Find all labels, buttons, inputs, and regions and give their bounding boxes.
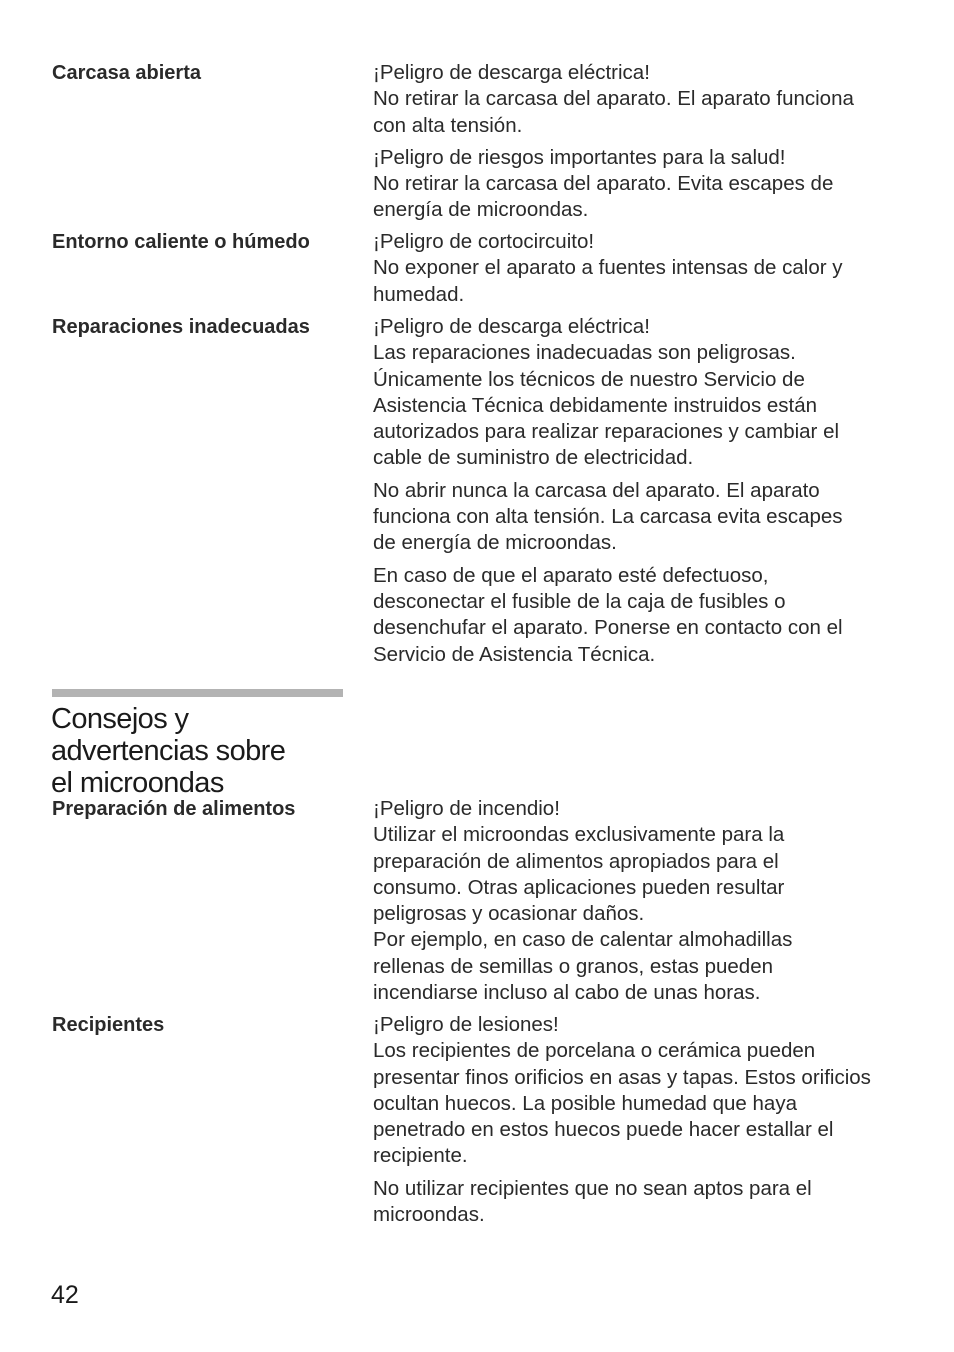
text-line: incendiarse incluso al cabo de unas horas. — [373, 981, 761, 1005]
text-line: ¡Peligro de incendio! — [373, 797, 560, 820]
text-line: Por ejemplo, en caso de calentar almohadillas — [373, 928, 793, 952]
text-line: ¡Peligro de lesiones! — [373, 1013, 559, 1036]
text-line: Utilizar el microondas exclusivamente para la — [373, 823, 785, 847]
entry-content — [373, 1012, 913, 1228]
text-line: energía de microondas. — [373, 198, 589, 222]
text-line: funciona con alta tensión. La carcasa evita escapes — [373, 505, 843, 529]
text-line: preparación de alimentos apropiados para el — [373, 849, 779, 873]
text-line: Únicamente los técnicos de nuestro Servicio de — [373, 367, 805, 391]
text-line: presentar finos orificios en asas y tapas. Estos orificios — [373, 1065, 871, 1089]
text-line: peligrosas y ocasionar daños. — [373, 902, 645, 926]
entry-content — [373, 796, 913, 1006]
text-line: ¡Peligro de descarga eléctrica! — [373, 61, 650, 84]
entry-label: Entorno caliente o húmedo — [52, 231, 310, 253]
text-line: ocultan huecos. La posible humedad que haya — [373, 1091, 797, 1115]
text-line: cable de suministro de electricidad. — [373, 446, 694, 470]
text-line: con alta tensión. — [373, 113, 523, 137]
section-heading — [51, 703, 351, 799]
text-line: Asistencia Técnica debidamente instruidos están — [373, 393, 818, 417]
paragraph — [373, 229, 913, 308]
page-number: 42 — [51, 1281, 79, 1309]
entry-content — [373, 314, 913, 668]
heading-line: advertencias sobre — [51, 735, 286, 767]
text-line: No exponer el aparato a fuentes intensas de calor y — [373, 256, 843, 280]
text-line: Las reparaciones inadecuadas son peligrosas. — [373, 341, 796, 365]
text-line: Los recipientes de porcelana o cerámica pueden — [373, 1039, 816, 1063]
text-line: Servicio de Asistencia Técnica. — [373, 642, 656, 666]
text-line: No retirar la carcasa del aparato. El aparato funciona — [373, 87, 854, 111]
text-line: rellenas de semillas o granos, estas pueden — [373, 954, 773, 978]
text-line: ¡Peligro de descarga eléctrica! — [373, 315, 650, 338]
paragraph — [373, 314, 913, 472]
text-line: autorizados para realizar reparaciones y cambiar el — [373, 420, 840, 444]
heading-line: Consejos y — [51, 703, 189, 735]
entry-label: Recipientes — [52, 1014, 165, 1036]
text-line: penetrado en estos huecos puede hacer estallar el — [373, 1118, 834, 1142]
heading-line: el microondas — [51, 767, 224, 799]
text-line: No abrir nunca la carcasa del aparato. El aparato — [373, 478, 820, 502]
entry-label: Preparación de alimentos — [52, 798, 296, 820]
paragraph — [373, 563, 913, 668]
paragraph — [373, 1176, 913, 1229]
text-line: de energía de microondas. — [373, 531, 617, 555]
text-line: ¡Peligro de cortocircuito! — [373, 230, 595, 253]
text-line: desconectar el fusible de la caja de fusibles o — [373, 589, 786, 613]
entry-label: Carcasa abierta — [52, 62, 201, 84]
paragraph — [373, 60, 913, 139]
paragraph — [373, 478, 913, 557]
text-line: desenchufar el aparato. Ponerse en contacto con el — [373, 616, 843, 640]
paragraph — [373, 796, 913, 1006]
text-line: No retirar la carcasa del aparato. Evita escapes de — [373, 172, 834, 196]
section-divider — [52, 689, 343, 697]
paragraph — [373, 145, 913, 224]
entry-content — [373, 229, 913, 308]
text-line: humedad. — [373, 282, 465, 306]
text-line: recipiente. — [373, 1144, 468, 1168]
entry-content — [373, 60, 913, 224]
text-line: No utilizar recipientes que no sean aptos para el — [373, 1176, 812, 1200]
paragraph — [373, 1012, 913, 1170]
text-line: ¡Peligro de riesgos importantes para la salud! — [373, 145, 786, 169]
text-line: En caso de que el aparato esté defectuoso, — [373, 563, 769, 587]
text-line: microondas. — [373, 1203, 485, 1227]
text-line: consumo. Otras aplicaciones pueden resultar — [373, 875, 785, 899]
entry-label: Reparaciones inadecuadas — [52, 316, 310, 338]
